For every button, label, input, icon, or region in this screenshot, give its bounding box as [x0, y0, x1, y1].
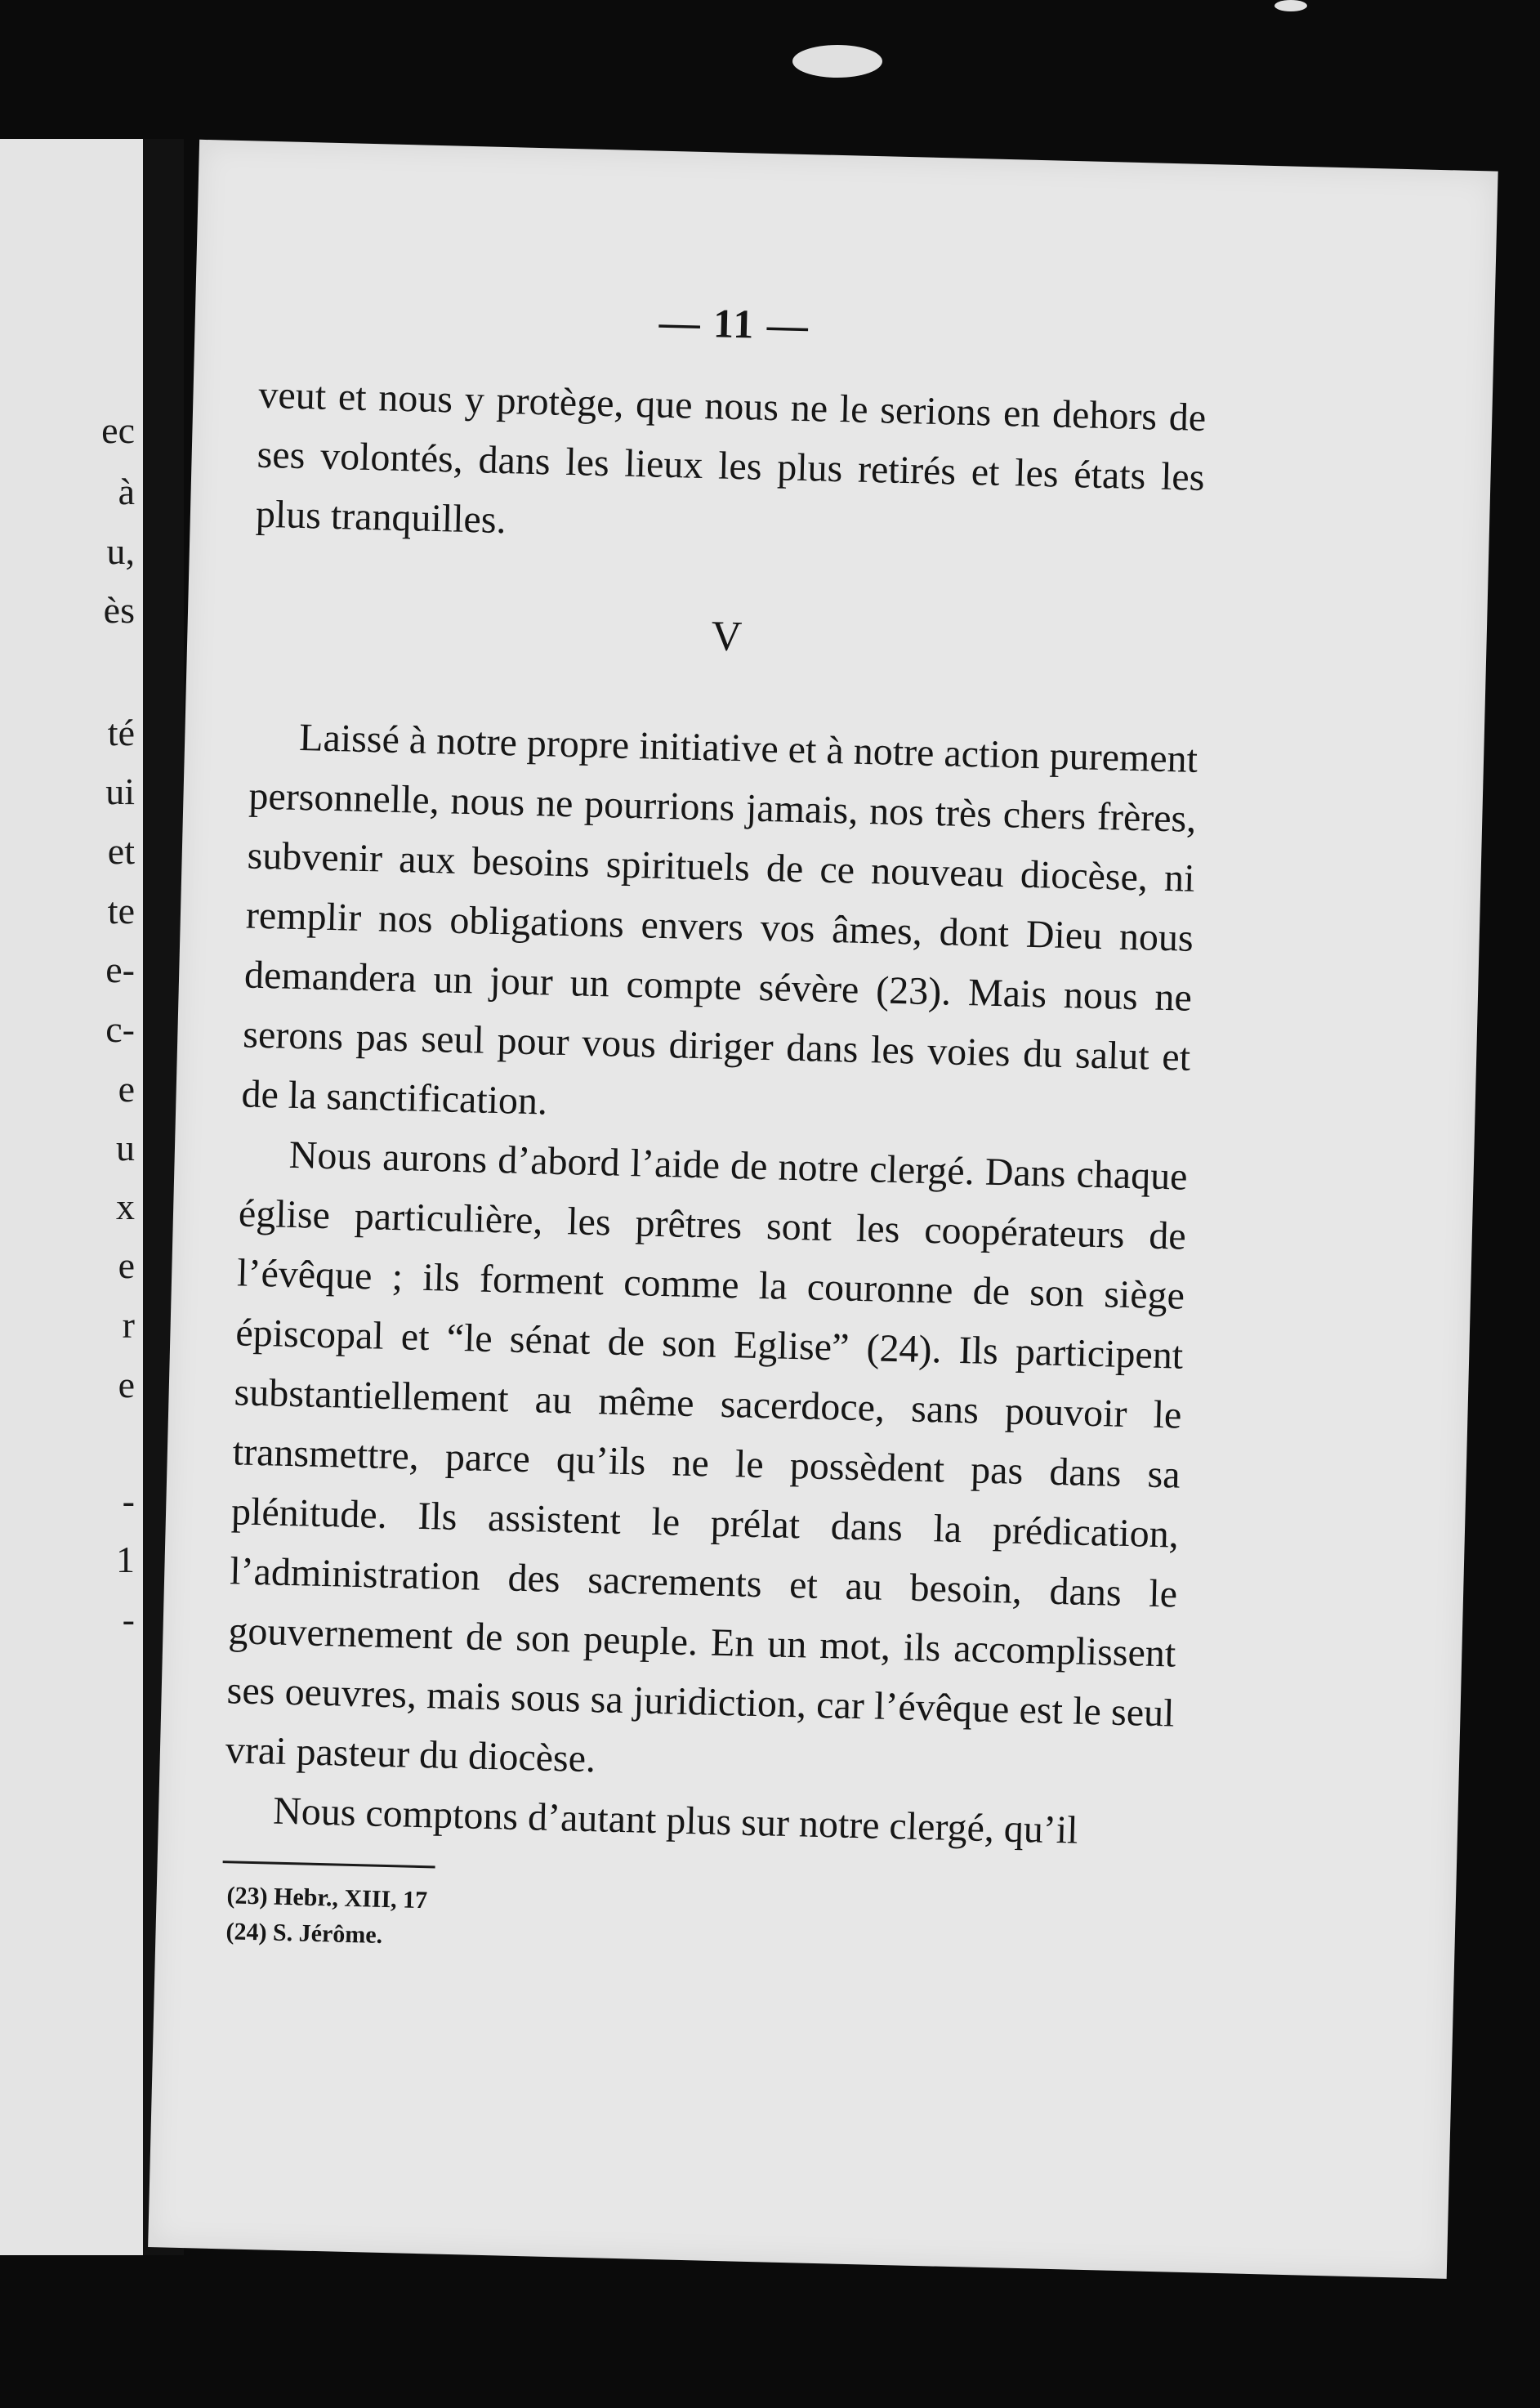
fragment-line: ec — [101, 409, 135, 451]
top-speck — [792, 45, 882, 78]
fragment-line: - — [122, 1480, 135, 1521]
page-content — [221, 288, 1208, 1973]
fragment-line: 1 — [116, 1539, 135, 1580]
fragment-line: u, — [106, 530, 135, 572]
fragment-line: e — [118, 1244, 135, 1286]
main-page — [148, 140, 1498, 2279]
paragraph: Laissé à notre propre initiative et à notre action purement personnelle, nous ne pourrions jamais, nos très chers frères, subvenir aux besoins spirituels de ce nouveau diocèse, ni remplir nos obligations envers vos âmes, dont Dieu nous demandera un jour un compte sévère (23). Mais nous ne serons pas seul pour vous diriger dans les voies du salut et de la sanctification. — [240, 716, 1199, 1124]
fragment-line: te — [107, 890, 135, 931]
fragment-line: u — [116, 1127, 135, 1168]
fragment-line: x — [116, 1186, 135, 1227]
paragraph-continuation: veut et nous y protège, que nous ne le serions en dehors de ses volontés, dans les lieux les plus retirés et les états les plus tranquilles. — [255, 373, 1207, 543]
fragment-line: té — [107, 712, 135, 753]
fragment-line: e- — [105, 949, 135, 990]
facing-page-left — [0, 139, 143, 2255]
paragraph: Nous comptons d’autant plus sur notre clergé, qu’il — [272, 1789, 1079, 1852]
paragraph: Nous aurons d’abord l’aide de notre clergé. Dans chaque église particulière, les prêtres sont les coopérateurs de l’évêque ; ils forment comme la couronne de son siège épiscopal et “le sénat de son Eglise” (24). Ils participent substantiellement au même sacerdoce, sans pouvoir le transmettre, parce qu’ils ne le possèdent pas dans sa plénitude. Ils assistent le prélat dans la prédication, l’administration des sacrements et au besoin, dans le gouvernement de son peuple. En un mot, ils accomplissent ses oeuvres, mais sous sa juridiction, car l’évêque est le seul vrai pasteur du diocèse. — [225, 1133, 1189, 1781]
facing-page-text-fragments — [0, 139, 143, 2255]
fragment-line: - — [122, 1598, 135, 1640]
footnotes — [221, 1878, 1170, 1972]
fragment-line: ui — [105, 771, 135, 812]
footnote: (23) Hebr., XIII, 17 — [226, 1882, 428, 1914]
footnote: (24) S. Jérôme. — [225, 1918, 383, 1949]
fragment-line: e — [118, 1364, 135, 1405]
fragment-line: c- — [105, 1008, 135, 1050]
section-heading: V — [711, 613, 743, 661]
fragment-line: ès — [103, 589, 135, 631]
page-number: — 11 — — [658, 298, 810, 349]
body-text — [223, 365, 1207, 1863]
fragment-line: à — [118, 471, 135, 512]
footnote-divider — [223, 1861, 435, 1868]
top-corner-speck — [1274, 0, 1307, 11]
fragment-line: e — [118, 1068, 135, 1110]
fragment-line: et — [107, 830, 135, 872]
fragment-line: r — [122, 1304, 135, 1346]
